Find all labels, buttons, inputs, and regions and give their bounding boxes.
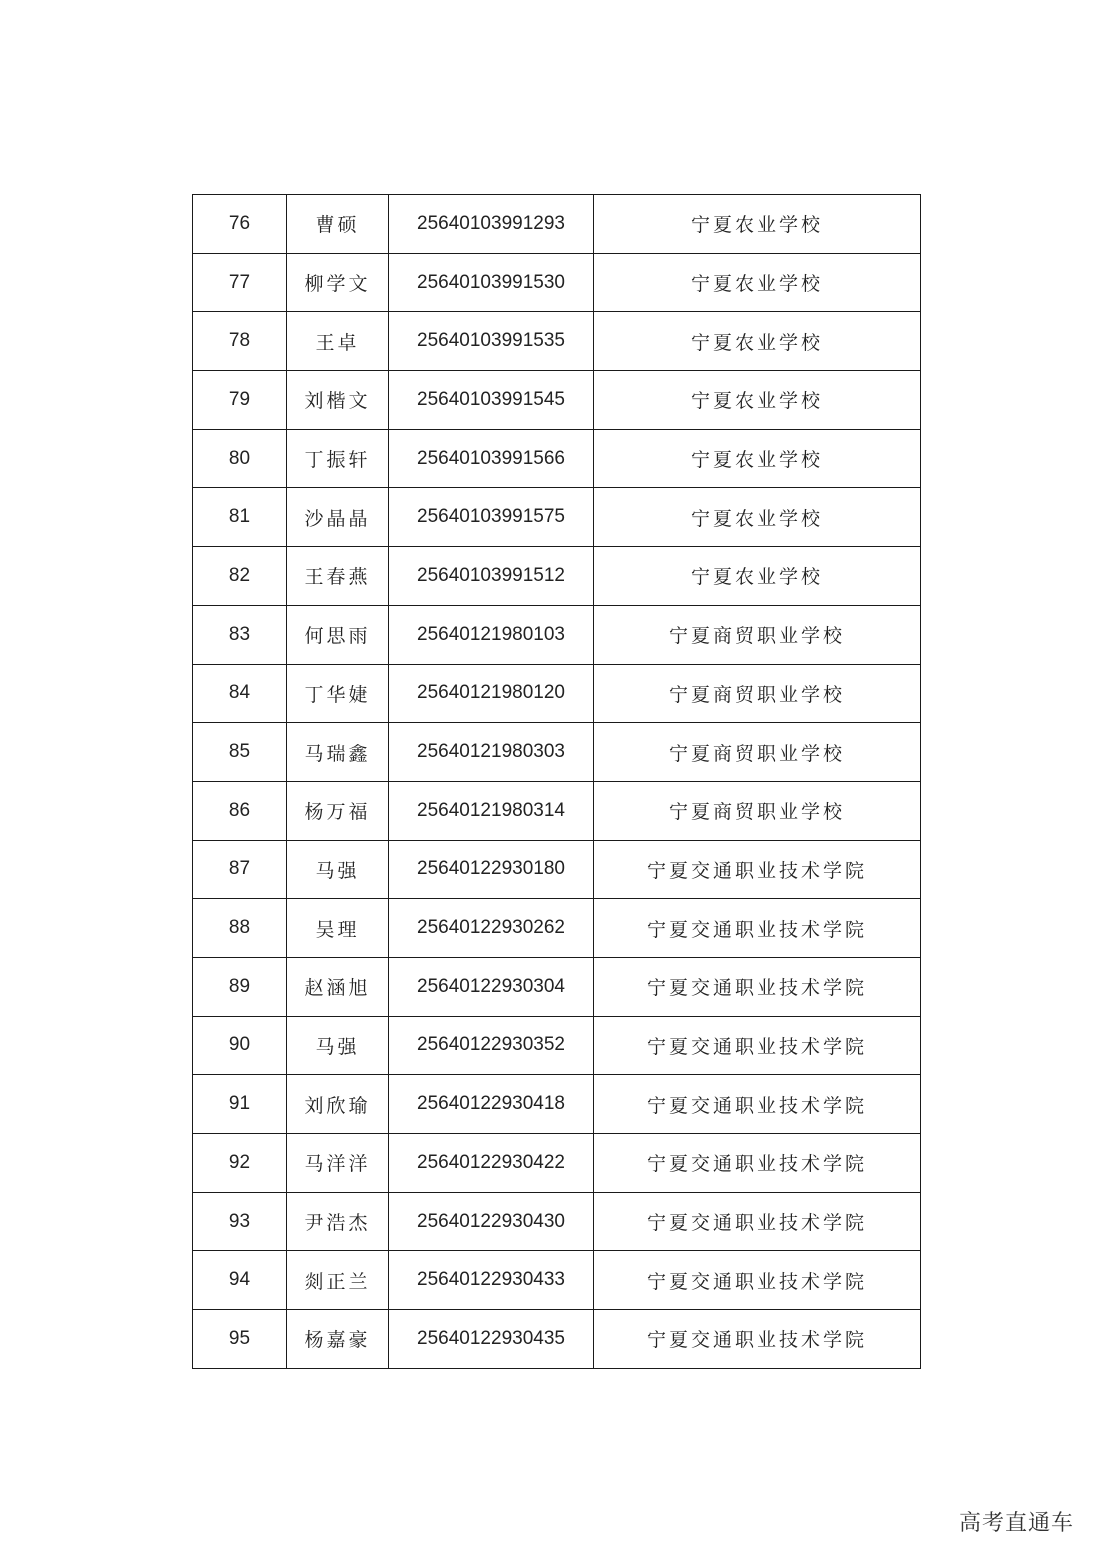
school-name-cell: 宁夏交通职业技术学院 xyxy=(594,1075,921,1134)
school-name-cell: 宁夏交通职业技术学院 xyxy=(594,840,921,899)
exam-id-cell: 25640122930435 xyxy=(389,1310,594,1369)
school-name-cell: 宁夏商贸职业学校 xyxy=(594,605,921,664)
exam-id-cell: 25640122930433 xyxy=(389,1251,594,1310)
row-index-cell: 90 xyxy=(193,1016,287,1075)
school-name-cell: 宁夏交通职业技术学院 xyxy=(594,1016,921,1075)
table-row xyxy=(193,429,921,488)
school-name-cell: 宁夏农业学校 xyxy=(594,195,921,254)
row-index-cell: 81 xyxy=(193,488,287,547)
row-index-cell: 78 xyxy=(193,312,287,371)
exam-id-cell: 25640121980103 xyxy=(389,605,594,664)
school-name-cell: 宁夏交通职业技术学院 xyxy=(594,1134,921,1193)
exam-id-cell: 25640121980314 xyxy=(389,781,594,840)
row-index-cell: 88 xyxy=(193,899,287,958)
student-name-cell: 刘欣瑜 xyxy=(287,1075,389,1134)
table-row xyxy=(193,957,921,1016)
school-name-cell: 宁夏农业学校 xyxy=(594,312,921,371)
school-name-cell: 宁夏商贸职业学校 xyxy=(594,664,921,723)
row-index-cell: 91 xyxy=(193,1075,287,1134)
admission-roster-table xyxy=(192,194,921,1369)
school-name-cell: 宁夏交通职业技术学院 xyxy=(594,1310,921,1369)
table-row xyxy=(193,1016,921,1075)
student-name-cell: 何思雨 xyxy=(287,605,389,664)
table-row xyxy=(193,253,921,312)
student-name-cell: 曹硕 xyxy=(287,195,389,254)
school-name-cell: 宁夏交通职业技术学院 xyxy=(594,1192,921,1251)
school-name-cell: 宁夏农业学校 xyxy=(594,371,921,430)
exam-id-cell: 25640122930180 xyxy=(389,840,594,899)
student-name-cell: 剡正兰 xyxy=(287,1251,389,1310)
school-name-cell: 宁夏农业学校 xyxy=(594,253,921,312)
exam-id-cell: 25640121980303 xyxy=(389,723,594,782)
exam-id-cell: 25640121980120 xyxy=(389,664,594,723)
table-row xyxy=(193,1075,921,1134)
table-row xyxy=(193,547,921,606)
student-name-cell: 马强 xyxy=(287,1016,389,1075)
school-name-cell: 宁夏农业学校 xyxy=(594,488,921,547)
exam-id-cell: 25640122930430 xyxy=(389,1192,594,1251)
school-name-cell: 宁夏农业学校 xyxy=(594,547,921,606)
table-row xyxy=(193,840,921,899)
table-row xyxy=(193,781,921,840)
table-row xyxy=(193,1310,921,1369)
student-name-cell: 杨嘉豪 xyxy=(287,1310,389,1369)
row-index-cell: 92 xyxy=(193,1134,287,1193)
exam-id-cell: 25640103991566 xyxy=(389,429,594,488)
exam-id-cell: 25640103991545 xyxy=(389,371,594,430)
row-index-cell: 86 xyxy=(193,781,287,840)
row-index-cell: 85 xyxy=(193,723,287,782)
roster-table-body xyxy=(193,195,921,1369)
student-name-cell: 沙晶晶 xyxy=(287,488,389,547)
exam-id-cell: 25640103991512 xyxy=(389,547,594,606)
school-name-cell: 宁夏交通职业技术学院 xyxy=(594,957,921,1016)
exam-id-cell: 25640122930422 xyxy=(389,1134,594,1193)
exam-id-cell: 25640103991293 xyxy=(389,195,594,254)
table-row xyxy=(193,488,921,547)
student-name-cell: 马强 xyxy=(287,840,389,899)
exam-id-cell: 25640122930352 xyxy=(389,1016,594,1075)
table-row xyxy=(193,1251,921,1310)
row-index-cell: 89 xyxy=(193,957,287,1016)
exam-id-cell: 25640103991530 xyxy=(389,253,594,312)
row-index-cell: 95 xyxy=(193,1310,287,1369)
table-row xyxy=(193,723,921,782)
school-name-cell: 宁夏商贸职业学校 xyxy=(594,781,921,840)
table-row xyxy=(193,371,921,430)
student-name-cell: 丁华婕 xyxy=(287,664,389,723)
exam-id-cell: 25640122930418 xyxy=(389,1075,594,1134)
row-index-cell: 82 xyxy=(193,547,287,606)
school-name-cell: 宁夏商贸职业学校 xyxy=(594,723,921,782)
student-name-cell: 赵涵旭 xyxy=(287,957,389,1016)
exam-id-cell: 25640122930262 xyxy=(389,899,594,958)
student-name-cell: 刘楷文 xyxy=(287,371,389,430)
school-name-cell: 宁夏农业学校 xyxy=(594,429,921,488)
student-name-cell: 柳学文 xyxy=(287,253,389,312)
row-index-cell: 94 xyxy=(193,1251,287,1310)
exam-id-cell: 25640122930304 xyxy=(389,957,594,1016)
row-index-cell: 76 xyxy=(193,195,287,254)
student-name-cell: 丁振轩 xyxy=(287,429,389,488)
watermark-text: 高考直通车 xyxy=(958,1511,1074,1536)
table-row xyxy=(193,1192,921,1251)
student-name-cell: 马洋洋 xyxy=(287,1134,389,1193)
school-name-cell: 宁夏交通职业技术学院 xyxy=(594,899,921,958)
student-name-cell: 吴理 xyxy=(287,899,389,958)
student-name-cell: 王春燕 xyxy=(287,547,389,606)
table-row xyxy=(193,195,921,254)
table-row xyxy=(193,312,921,371)
student-name-cell: 尹浩杰 xyxy=(287,1192,389,1251)
student-name-cell: 王卓 xyxy=(287,312,389,371)
exam-id-cell: 25640103991575 xyxy=(389,488,594,547)
table-row xyxy=(193,605,921,664)
row-index-cell: 79 xyxy=(193,371,287,430)
exam-id-cell: 25640103991535 xyxy=(389,312,594,371)
row-index-cell: 77 xyxy=(193,253,287,312)
student-name-cell: 杨万福 xyxy=(287,781,389,840)
table-row xyxy=(193,1134,921,1193)
table-row xyxy=(193,664,921,723)
row-index-cell: 83 xyxy=(193,605,287,664)
row-index-cell: 80 xyxy=(193,429,287,488)
row-index-cell: 87 xyxy=(193,840,287,899)
row-index-cell: 93 xyxy=(193,1192,287,1251)
table-row xyxy=(193,899,921,958)
student-name-cell: 马瑞鑫 xyxy=(287,723,389,782)
row-index-cell: 84 xyxy=(193,664,287,723)
school-name-cell: 宁夏交通职业技术学院 xyxy=(594,1251,921,1310)
